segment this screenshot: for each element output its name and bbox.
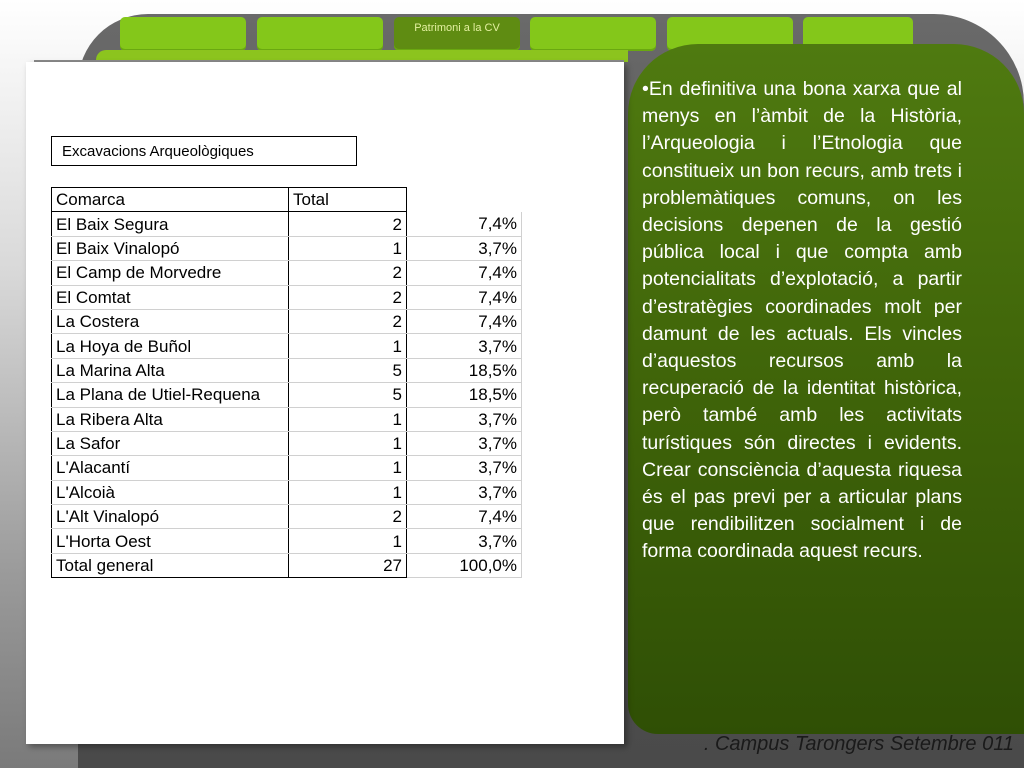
cell-percent: 3,7% xyxy=(407,334,522,358)
cell-comarca: El Comtat xyxy=(52,285,289,309)
cell-total: 5 xyxy=(289,383,407,407)
table-row xyxy=(52,358,522,382)
total-percent: 100,0% xyxy=(407,553,522,577)
cell-comarca: El Camp de Morvedre xyxy=(52,261,289,285)
table-row xyxy=(52,212,522,236)
cell-total: 1 xyxy=(289,334,407,358)
cell-total: 1 xyxy=(289,236,407,260)
cell-comarca: La Ribera Alta xyxy=(52,407,289,431)
table-row xyxy=(52,407,522,431)
cell-total: 1 xyxy=(289,431,407,455)
cell-percent: 3,7% xyxy=(407,431,522,455)
excavations-table xyxy=(51,187,522,578)
body-text: •En definitiva una bona xarxa que al menys en l’àmbit de la Història, l’Arqueologia i l’Etnologia que constitueix un bon recurs, amb trets i problemàtiques comuns, on les decisions depenen de la gestió pública local i que compta amb potencialitats d’explotació, a partir d’estratègies coordinades molt per damunt de les actuals. Els vincles d’aquestos recursos amb la recuperació de la identitat històrica, però també amb les activitats turístiques són directes i evidents. Crear consciència d’aquesta riquesa és el pas previ per a articular plans que rendibilitzen socialment i de forma coordinada aquest recurs. xyxy=(642,78,962,563)
cell-percent: 3,7% xyxy=(407,456,522,480)
nav-tab-patrimoni[interactable]: Patrimoni a la CV xyxy=(394,17,520,51)
total-label: Total general xyxy=(52,553,289,577)
cell-percent: 3,7% xyxy=(407,407,522,431)
cell-comarca: La Safor xyxy=(52,431,289,455)
cell-total: 2 xyxy=(289,261,407,285)
cell-total: 2 xyxy=(289,285,407,309)
cell-comarca: L'Horta Oest xyxy=(52,529,289,553)
cell-comarca: La Marina Alta xyxy=(52,358,289,382)
table-row xyxy=(52,529,522,553)
cell-percent: 3,7% xyxy=(407,236,522,260)
table-row xyxy=(52,285,522,309)
cell-comarca: L'Alacantí xyxy=(52,456,289,480)
table-row xyxy=(52,261,522,285)
total-count: 27 xyxy=(289,553,407,577)
header-percent xyxy=(407,188,522,212)
cell-percent: 7,4% xyxy=(407,309,522,333)
cell-percent: 3,7% xyxy=(407,480,522,504)
cell-comarca: El Baix Segura xyxy=(52,212,289,236)
cell-comarca: La Hoya de Buñol xyxy=(52,334,289,358)
cell-total: 1 xyxy=(289,480,407,504)
cell-percent: 7,4% xyxy=(407,505,522,529)
cell-percent: 18,5% xyxy=(407,383,522,407)
cell-comarca: La Costera xyxy=(52,309,289,333)
cell-percent: 7,4% xyxy=(407,212,522,236)
header-comarca: Comarca xyxy=(52,188,289,212)
footer-caption: . Campus Tarongers Setembre 011 xyxy=(703,733,1014,755)
cell-comarca: L'Alcoià xyxy=(52,480,289,504)
cell-percent: 7,4% xyxy=(407,261,522,285)
cell-comarca: L'Alt Vinalopó xyxy=(52,505,289,529)
nav-tab-4[interactable] xyxy=(530,17,656,51)
cell-percent: 7,4% xyxy=(407,285,522,309)
cell-total: 2 xyxy=(289,505,407,529)
header-total: Total xyxy=(289,188,407,212)
cell-total: 1 xyxy=(289,456,407,480)
cell-percent: 18,5% xyxy=(407,358,522,382)
cell-total: 2 xyxy=(289,309,407,333)
table-header-row xyxy=(52,188,522,212)
table-row xyxy=(52,309,522,333)
table-row xyxy=(52,236,522,260)
table-row xyxy=(52,505,522,529)
table-title: Excavacions Arqueològiques xyxy=(51,136,357,166)
table-row xyxy=(52,431,522,455)
cell-total: 1 xyxy=(289,407,407,431)
nav-tab-2[interactable] xyxy=(257,17,383,51)
cell-total: 2 xyxy=(289,212,407,236)
cell-comarca: La Plana de Utiel-Requena xyxy=(52,383,289,407)
cell-total: 5 xyxy=(289,358,407,382)
table-row xyxy=(52,456,522,480)
table-row xyxy=(52,334,522,358)
cell-percent: 3,7% xyxy=(407,529,522,553)
table-total-row xyxy=(52,553,522,577)
cell-comarca: El Baix Vinalopó xyxy=(52,236,289,260)
table-row xyxy=(52,383,522,407)
table-row xyxy=(52,480,522,504)
nav-tab-1[interactable] xyxy=(120,17,246,51)
cell-total: 1 xyxy=(289,529,407,553)
